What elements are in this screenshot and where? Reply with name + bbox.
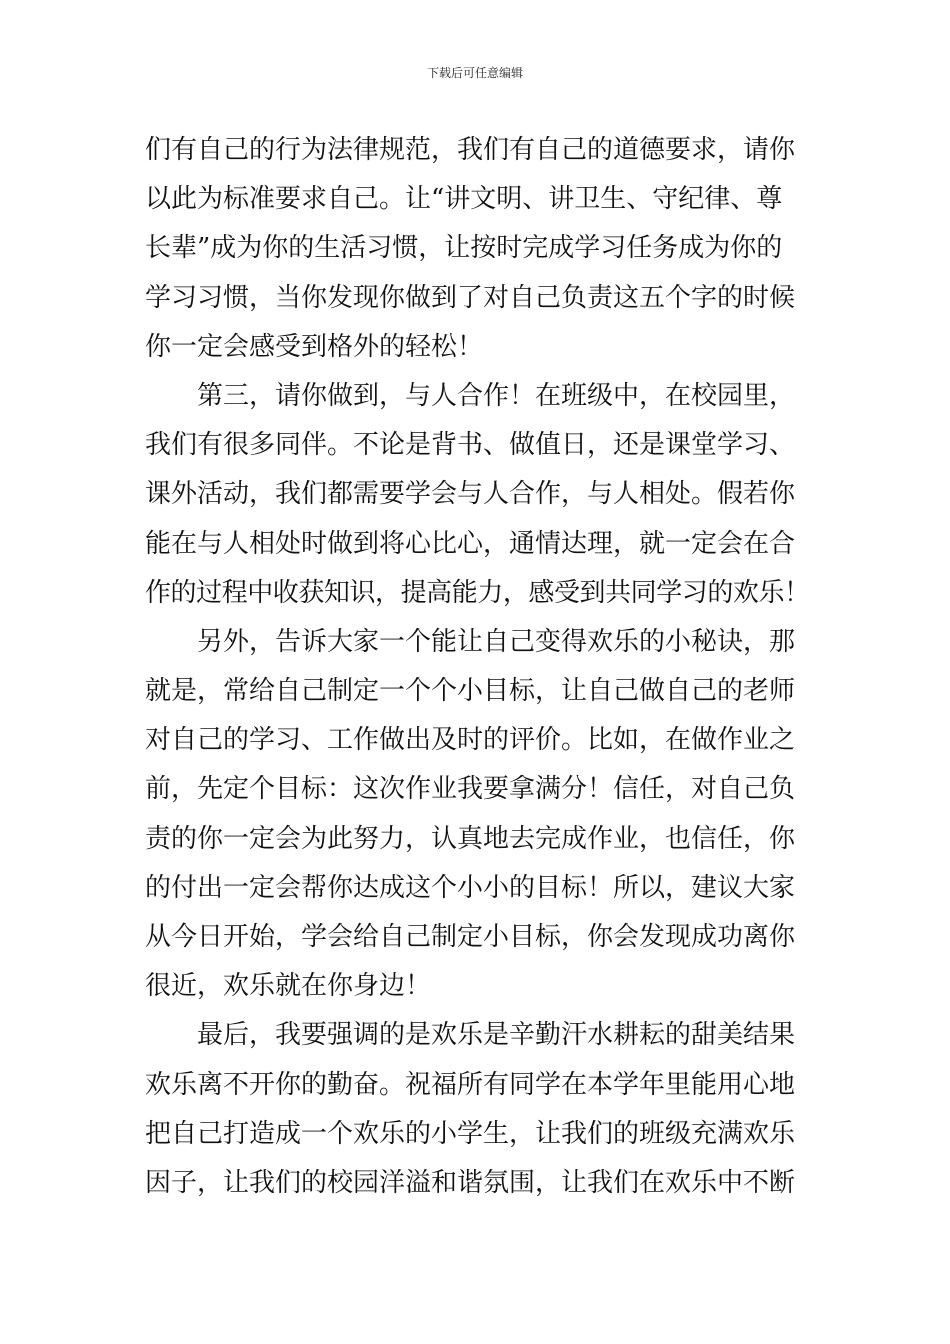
text-line: 第三，请你做到，与人合作！在班级中，在校园里， [197,380,796,411]
text-line: 课外活动，我们都需要学会与人合作，与人相处。假若你 [145,479,796,510]
text-line: 长辈”成为你的生活习惯，让按时完成学习任务成为你的 [145,233,783,264]
text-line: 我们有很多同伴。不论是背书、做值日，还是课堂学习、 [145,430,796,461]
text-line: 欢乐离不开你的勤奋。祝福所有同学在本学年里能用心地 [145,1069,796,1100]
text-line: 很近，欢乐就在你身边！ [145,971,432,1002]
text-line: 因子，让我们的校园洋溢和谐氛围，让我们在欢乐中不断 [145,1167,796,1198]
text-line: 能在与人相处时做到将心比心，通情达理，就一定会在合 [145,528,796,559]
text-line: 学习习惯，当你发现你做到了对自己负责这五个字的时候 [145,282,796,313]
page-header: 下载后可任意编辑 [426,66,523,80]
text-line: 的付出一定会帮你达成这个小小的目标！所以，建议大家 [145,872,796,903]
text-line: 前，先定个目标：这次作业我要拿满分！信任，对自己负 [145,774,796,805]
text-line: 从今日开始，学会给自己制定小目标，你会发现成功离你 [145,922,796,952]
text-line: 们有自己的行为法律规范，我们有自己的道德要求，请你 [145,135,796,165]
text-line: 你一定会感受到格外的轻松！ [145,331,484,362]
text-line: 作的过程中收获知识，提高能力，感受到共同学习的欢乐！ [145,577,810,608]
text-line: 对自己的学习、工作做出及时的评价。比如，在做作业之 [145,725,796,756]
text-line: 就是，常给自己制定一个个小目标，让自己做自己的老师 [145,676,796,707]
text-line: 以此为标准要求自己。让“讲文明、讲卫生、守纪律、尊 [145,184,783,215]
text-line: 把自己打造成一个欢乐的小学生，让我们的班级充满欢乐 [145,1118,796,1149]
text-line: 责的你一定会为此努力，认真地去完成作业，也信任，你 [145,823,796,854]
text-line: 另外，告诉大家一个能让自己变得欢乐的小秘诀，那 [197,626,796,657]
document-body [145,126,810,1208]
text-line: 最后，我要强调的是欢乐是辛勤汗水耕耘的甜美结果 [197,1020,796,1051]
